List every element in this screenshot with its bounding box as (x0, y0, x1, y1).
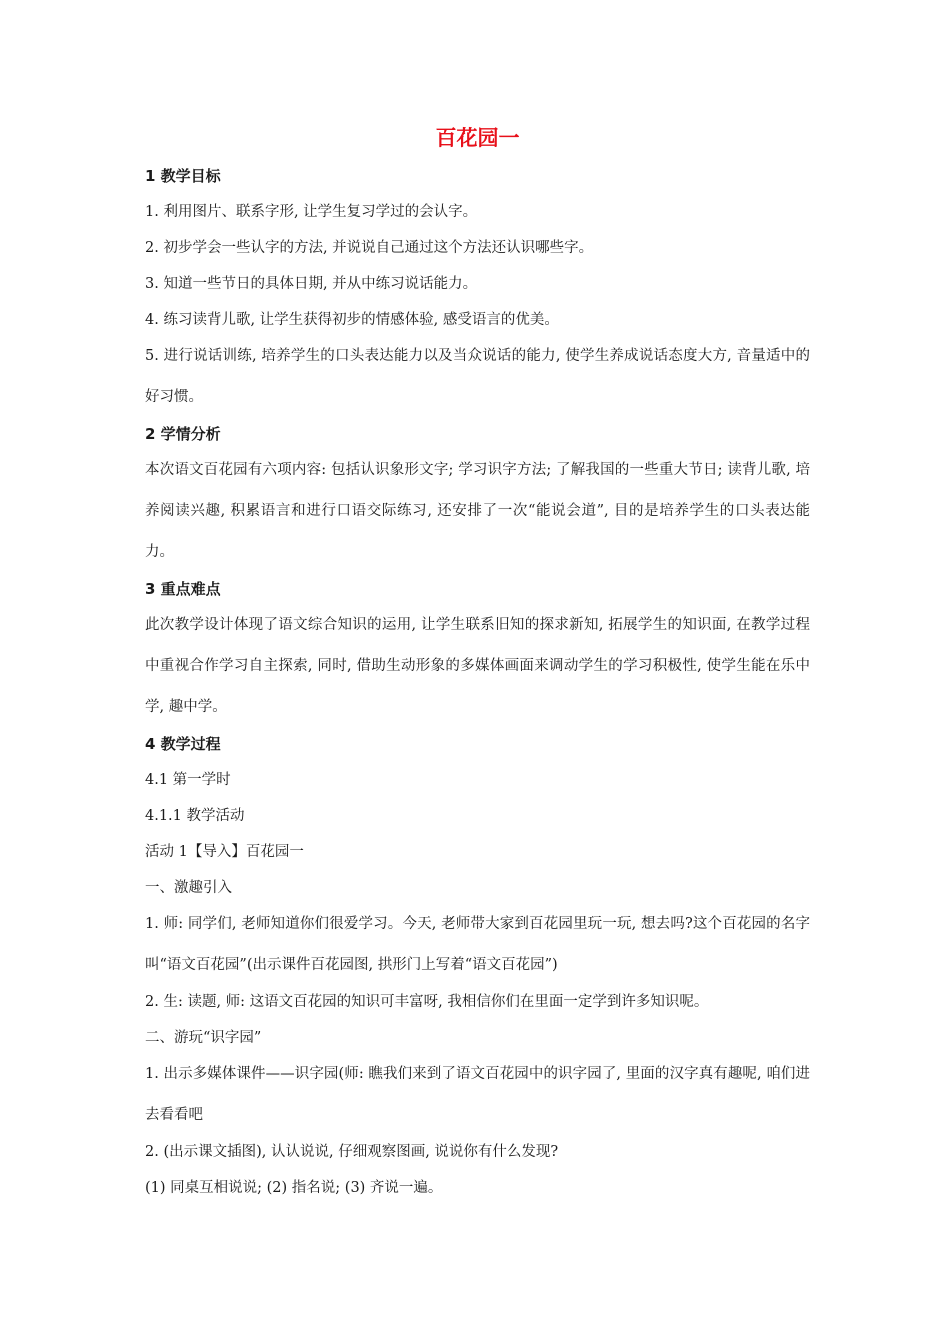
process-paragraph: 1. 师: 同学们, 老师知道你们很爱学习。今天, 老师带大家到百花园里玩一玩, 想去吗?这个百花园的名字叫“语文百花园”(出示课件百花园图, 拱形门上写着“语文百花园”) (145, 916, 810, 973)
document-page (145, 118, 810, 1206)
analysis-paragraph: 本次语文百花园有六项内容: 包括认识象形文字; 学习识字方法; 了解我国的一些重大节日; 读背儿歌, 培养阅读兴趣, 积累语言和进行口语交际练习, 还安排了一次“能说会道”, 目的是培养学生的口头表达能力。 (145, 462, 810, 560)
goal-item: 2. 初步学会一些认字的方法, 并说说自己通过这个方法还认识哪些字。 (145, 240, 594, 256)
process-subheading: 4.1 第一学时 (145, 772, 231, 788)
section-heading-process: 4 教学过程 (145, 735, 221, 753)
goal-item: 3. 知道一些节日的具体日期, 并从中练习说话能力。 (145, 276, 478, 292)
section-heading-analysis: 2 学情分析 (145, 425, 221, 443)
goal-item: 4. 练习读背儿歌, 让学生获得初步的情感体验, 感受语言的优美。 (145, 312, 559, 328)
process-step-heading: 一、激趣引入 (145, 880, 232, 896)
activity-title: 活动 1【导入】百花园一 (145, 844, 304, 860)
section-heading-key-points: 3 重点难点 (145, 580, 221, 598)
document-title: 百花园一 (435, 126, 520, 150)
process-paragraph: 2. 生: 读题, 师: 这语文百花园的知识可丰富呀, 我相信你们在里面一定学到许多知识呢。 (145, 994, 709, 1010)
goal-item: 1. 利用图片、联系字形, 让学生复习学过的会认字。 (145, 204, 478, 220)
goal-item: 5. 进行说话训练, 培养学生的口头表达能力以及当众说话的能力, 使学生养成说话态度大方, 音量适中的好习惯。 (145, 348, 810, 405)
process-paragraph: 2. (出示课文插图), 认认说说, 仔细观察图画, 说说你有什么发现? (145, 1144, 559, 1160)
process-subheading: 4.1.1 教学活动 (145, 808, 245, 824)
process-paragraph: (1) 同桌互相说说; (2) 指名说; (3) 齐说一遍。 (145, 1180, 443, 1196)
section-heading-goals: 1 教学目标 (145, 167, 221, 185)
process-step-heading: 二、游玩“识字园” (145, 1030, 262, 1046)
process-paragraph: 1. 出示多媒体课件——识字园(师: 瞧我们来到了语文百花园中的识字园了, 里面的汉字真有趣呢, 咱们进去看看吧 (145, 1066, 810, 1123)
key-points-paragraph: 此次教学设计体现了语文综合知识的运用, 让学生联系旧知的探求新知, 拓展学生的知识面, 在教学过程中重视合作学习自主探索, 同时, 借助生动形象的多媒体画面来调动学生的学习积极性, 使学生能在乐中学, 趣中学。 (145, 617, 810, 715)
